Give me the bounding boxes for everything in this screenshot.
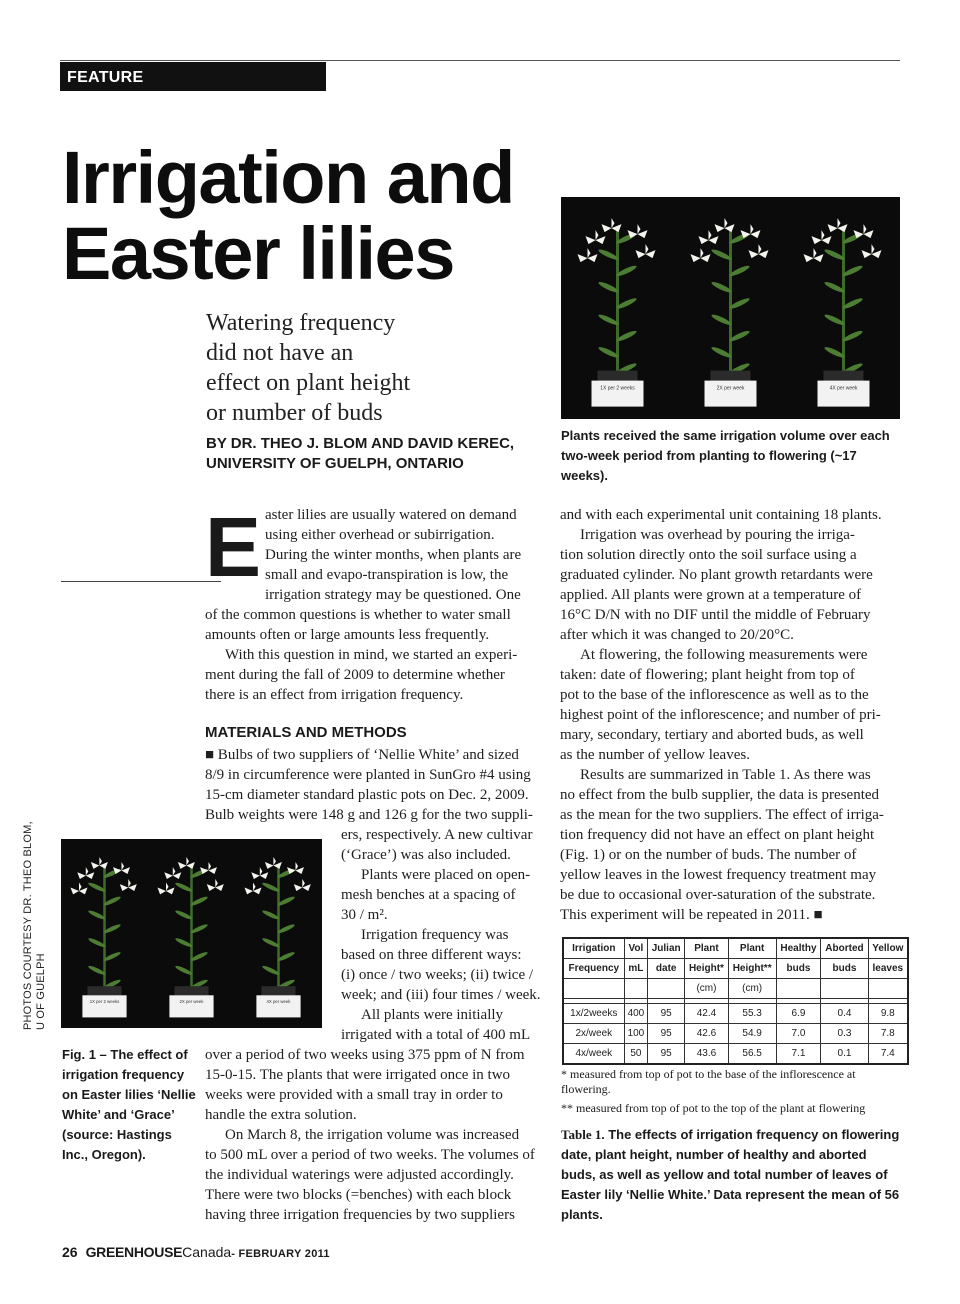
text-line: yellow leaves in the lowest frequency treatment may [560,867,877,883]
text-line: 15-0-15. The plants that were irrigated once in two [205,1067,511,1083]
table-cell: 4x/week [563,1044,624,1065]
intro-paragraph-rest [205,605,545,705]
deck-line: Watering frequency [206,310,396,336]
table-caption-lead: Table 1. [561,1127,605,1142]
table-cell [868,979,908,999]
byline-authors: BY DR. THEO J. BLOM AND DAVID KEREC, [206,435,515,452]
table-cell: 7.0 [776,1024,821,1044]
label-card-text: 4X per week [829,385,858,392]
table-cell: 50 [624,1044,648,1065]
table-cell: 95 [648,1004,685,1024]
table-cell: Julian [648,938,685,959]
table-cell: Healthy [776,938,821,959]
text-line: On March 8, the irrigation volume was increased [225,1127,520,1143]
text-line: after which it was changed to 20/20°C. [560,627,794,643]
deck-line: or number of buds [206,400,383,426]
table-cell: 6.9 [776,1004,821,1024]
table-cell: 1x/2weeks [563,1004,624,1024]
text-line: (Fig. 1) or on the number of buds. The number of [560,847,857,863]
table-caption-text: The effects of irrigation frequency on flowering date, plant height, number of healthy and aborted buds, as well as yellow and total number of leaves of Easter lily ‘Nellie White.’ Data represent the mean of 56 plants. [561,1127,900,1222]
table-footnote-2: ** measured from top of pot to the top of the plant at flowering [561,1101,866,1115]
label-card [592,381,644,407]
methods-paragraph [205,745,545,825]
table-row [563,1024,908,1044]
table-cell: buds [776,959,821,979]
text-line: pot to the base of the inflorescence as well as to the [560,687,869,703]
table-cell: 42.6 [685,1024,729,1044]
photo-credit [22,820,48,1030]
text-line: aster lilies are usually watered on demand [265,507,517,523]
table-cell [563,979,624,999]
table-row [563,979,908,999]
intro-paragraph-start [265,505,545,605]
table-cell: Height* [685,959,729,979]
lily-photo-illustration [561,197,900,419]
drop-cap: E [205,500,262,594]
table-cell: Height** [728,959,776,979]
text-line: based on three different ways: [341,947,522,963]
text-line: All plants were initially [361,1007,504,1023]
label-card [705,381,757,407]
label-card-text: 1X per 2 weeks [600,385,635,392]
table-cell: 0.3 [821,1024,868,1044]
table-footnote-1: * measured from top of pot to the base of the inflorescence at flowering. [561,1067,856,1096]
table-cell: 9.8 [868,1004,908,1024]
text-line: irrigated with a total of 400 mL [341,1027,531,1043]
text-line: graduated cylinder. No plant growth retardants were [560,567,873,583]
text-line: no effect from the bulb supplier, the data is presented [560,787,880,803]
table-cell: (cm) [685,979,729,999]
table-cell: Frequency [563,959,624,979]
text-line: having three irrigation frequencies by two suppliers [205,1207,515,1223]
text-line: (‘Grace’) was also included. [341,847,511,863]
table-cell: (cm) [728,979,776,999]
table-cell: leaves [868,959,908,979]
text-line: Irrigation frequency was [361,927,509,943]
text-line: Plants were placed on open- [361,867,531,883]
text-line: irrigation strategy may be questioned. One [265,587,521,603]
text-line: of the common questions is whether to water small [205,607,511,623]
text-line: using either overhead or subirrigation. [265,527,495,543]
table-cell: 54.9 [728,1024,776,1044]
table-cell: 95 [648,1024,685,1044]
table-cell: 56.5 [728,1044,776,1065]
text-line: amounts often or large amounts less frequently. [205,627,490,643]
text-line: the individual waterings were adjusted accordingly. [205,1167,514,1183]
table-cell [821,979,868,999]
headline-line: Irrigation and [62,136,514,219]
table-caption [561,1125,901,1225]
section-label: FEATURE [60,62,326,91]
headline-line: Easter lilies [62,212,454,295]
table-cell: Aborted [821,938,868,959]
text-line: ers, respectively. A new cultivar [341,827,533,843]
text-line: 16°C D/N with no DIF until the middle of February [560,607,871,623]
byline-affiliation: UNIVERSITY OF GUELPH, ONTARIO [206,455,464,472]
table-header-row [563,959,908,979]
text-line: (i) once / two weeks; (ii) twice / [341,967,534,983]
deck-line: effect on plant height [206,370,411,396]
page-footer [62,1243,330,1263]
label-card [818,381,870,407]
magazine-name-suffix: Canada [182,1244,232,1260]
photo-credit-line: U OF GUELPH [35,953,47,1030]
text-line: week; and (iii) four times / week. [341,987,541,1003]
lily-photo-top [561,197,900,419]
table-cell: 43.6 [685,1044,729,1065]
text-line: applied. All plants were grown at a temperature of [560,587,862,603]
top-rule [60,60,900,61]
text-line: handle the extra solution. [205,1107,357,1123]
table-header-row [563,938,908,959]
text-line: weeks were provided with a small tray in order to [205,1087,503,1103]
text-line: 15-cm diameter standard plastic pots on Dec. 2, 2009. [205,787,529,803]
text-line: 30 / m². [341,907,388,923]
table-cell: 0.4 [821,1004,868,1024]
table-cell: 7.1 [776,1044,821,1065]
fig1-photo [61,839,322,1028]
table-cell: date [648,959,685,979]
table-cell: Irrigation [563,938,624,959]
table-cell: 42.4 [685,1004,729,1024]
text-line: as the number of yellow leaves. [560,747,750,763]
text-line: and with each experimental unit containing 18 plants. [560,507,882,523]
table-cell: 2x/week [563,1024,624,1044]
table-cell: 100 [624,1024,648,1044]
text-line: 8/9 in circumference were planted in SunGro #4 using [205,767,531,783]
top-photo-caption: Plants received the same irrigation volume over each two-week period from planting to flowering (~17 weeks). [561,428,890,483]
fig1-photo-illustration [61,839,322,1028]
text-line: highest point of the inflorescence; and number of pri- [560,707,881,723]
table-cell: Yellow [868,938,908,959]
text-line: Irrigation was overhead by pouring the irriga- [580,527,855,543]
text-line: to 500 mL over a period of two weeks. The volumes of [205,1147,535,1163]
deck [206,308,546,428]
table-cell: 7.8 [868,1024,908,1044]
text-line: ■ Bulbs of two suppliers of ‘Nellie White’ and sized [205,747,519,763]
table-cell: Vol [624,938,648,959]
table-cell [624,979,648,999]
text-line: mary, secondary, tertiary and aborted buds, as well [560,727,864,743]
text-line: Results are summarized in Table 1. As there was [580,767,871,783]
text-line: ment during the fall of 2009 to determine whether [205,667,505,683]
text-line: Bulb weights were 148 g and 126 g for the two suppli- [205,807,533,823]
text-line: mesh benches at a spacing of [341,887,516,903]
text-line: tion frequency did not have an effect on plant height [560,827,875,843]
label-card-text: 1X per 2 weeks [89,998,120,1004]
text-line: taken: date of flowering; plant height from top of [560,667,855,683]
byline [206,434,566,474]
table-cell: 0.1 [821,1044,868,1065]
methods-side-column [341,825,546,1045]
table-cell: 95 [648,1044,685,1065]
table-cell: 7.4 [868,1044,908,1065]
table-cell: Plant [728,938,776,959]
text-line: as the mean for the two suppliers. The effect of irriga- [560,807,884,823]
text-line: During the winter months, when plants are [265,547,522,563]
label-card-text: 2X per week [716,385,745,392]
text-line: there is an effect from irrigation frequency. [205,687,464,703]
issue-date: - FEBRUARY 2011 [231,1248,330,1260]
fig1-caption: Fig. 1 – The effect of irrigation frequency on Easter lilies ‘Nellie White’ and ‘Grace’ (source: Hastings Inc., Oregon). [62,1047,196,1162]
label-card-text: 4X per week [266,998,291,1004]
table-cell [776,979,821,999]
text-line: over a period of two weeks using 375 ppm of N from [205,1047,525,1063]
results-table [562,937,909,1065]
page-number: 26 [62,1244,78,1260]
table-row [563,1004,908,1024]
table-cell: 400 [624,1004,648,1024]
section-heading-methods: MATERIALS AND METHODS [205,724,407,741]
table-cell: 55.3 [728,1004,776,1024]
table-cell [648,979,685,999]
text-line: At flowering, the following measurements were [580,647,868,663]
pot [88,986,122,996]
right-column-text [560,505,902,925]
text-line: tion solution directly onto the soil surface using a [560,547,857,563]
magazine-name: GREENHOUSE [85,1244,183,1260]
text-line: be due to occasional over-saturation of the substrate. [560,887,876,903]
photo-credit-line: PHOTOS COURTESY DR. THEO BLOM, [22,821,34,1030]
table-cell: Plant [685,938,729,959]
table-row [563,1044,908,1065]
text-line: With this question in mind, we started an experi- [225,647,518,663]
column-rule [61,581,221,582]
pot [175,986,209,996]
table-cell: mL [624,959,648,979]
table-cell: buds [821,959,868,979]
deck-line: did not have an [206,340,354,366]
methods-paragraph-continued [205,1045,545,1225]
label-card-text: 2X per week [179,998,204,1004]
text-line: There were two blocks (=benches) with each block [205,1187,512,1203]
text-line: small and evapo-transpiration is low, the [265,567,509,583]
text-line: This experiment will be repeated in 2011. ■ [560,907,823,923]
pot [262,986,296,996]
